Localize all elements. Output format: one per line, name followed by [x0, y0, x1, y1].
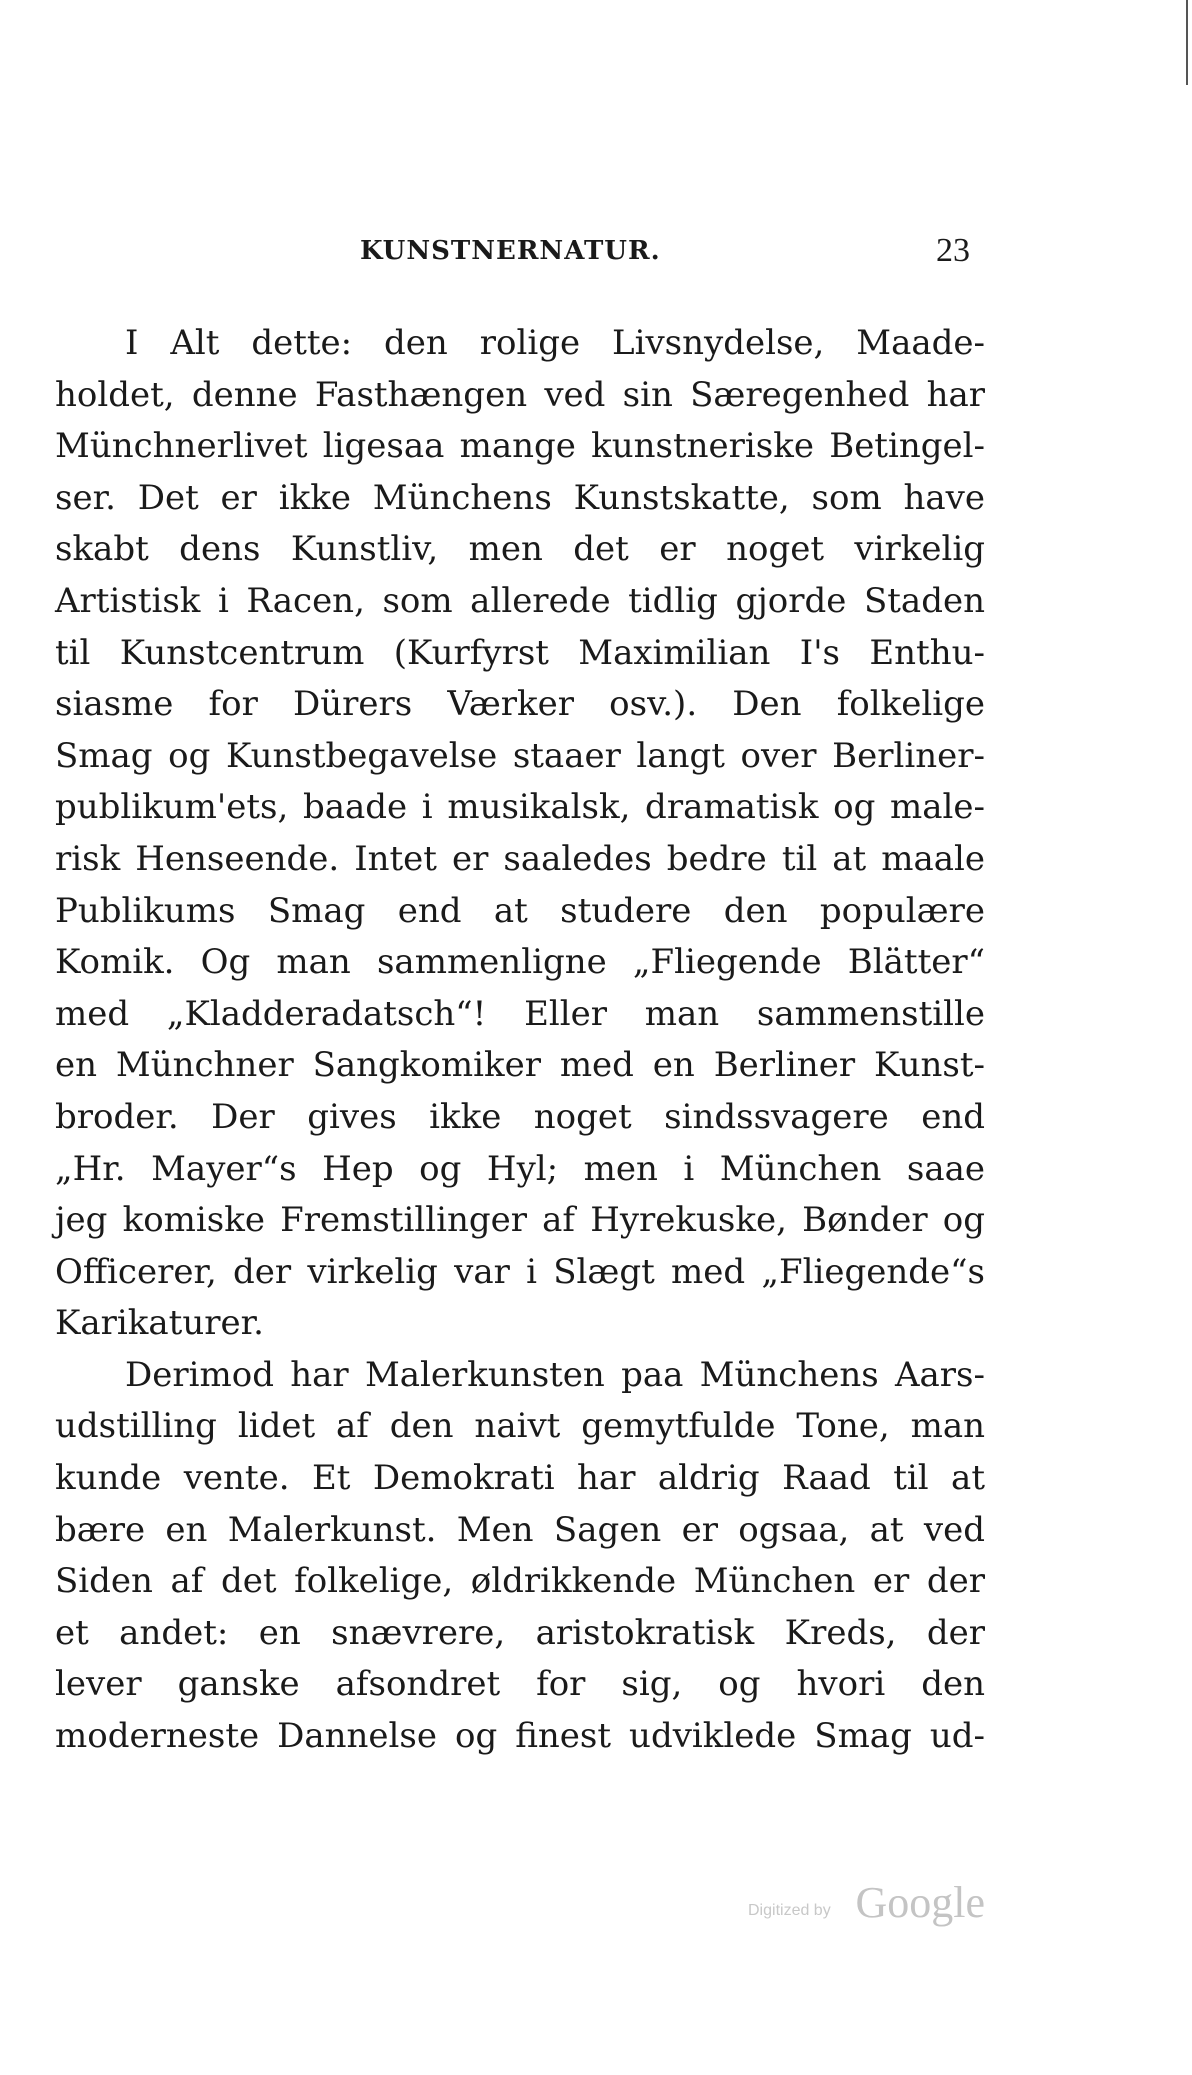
text-line: jeg komiske Fremstillinger af Hyrekuske, Bønder og [55, 1200, 985, 1241]
paragraph-1 [55, 318, 985, 1350]
text-line: et andet: en snævrere, aristokratisk Kreds, der [55, 1612, 985, 1653]
digitized-watermark [740, 1880, 985, 1930]
text-line: moderneste Dannelse og finest udviklede Smag ud- [55, 1716, 985, 1757]
text-line: Publikums Smag end at studere den populære [55, 890, 985, 931]
text-line: holdet, denne Fasthængen ved sin Særegenhed har [55, 374, 985, 415]
text-line: Artistisk i Racen, som allerede tidlig gjorde Staden [55, 580, 985, 621]
page-header [360, 232, 970, 272]
text-line: I Alt dette: den rolige Livsnydelse, Maade- [125, 323, 985, 363]
text-line: en Münchner Sangkomiker med en Berliner Kunst- [55, 1045, 985, 1086]
text-line: Officerer, der virkelig var i Slægt med „Fliegende“s [55, 1251, 985, 1292]
scan-edge-line [1186, 0, 1188, 85]
text-line: til Kunstcentrum (Kurfyrst Maximilian I's Enthu- [55, 632, 985, 673]
google-logo: Google [855, 1878, 985, 1927]
text-line: broder. Der gives ikke noget sindssvagere end [55, 1096, 985, 1137]
text-line: ser. Det er ikke Münchens Kunstskatte, som have [55, 477, 985, 518]
text-line: Karikaturer. [55, 1303, 264, 1344]
text-line: lever ganske afsondret for sig, og hvori den [55, 1664, 985, 1705]
text-line: med „Kladderadatsch“! Eller man sammenstille [55, 993, 985, 1034]
text-line: udstilling lidet af den naivt gemytfulde Tone, man [55, 1406, 985, 1447]
text-line: publikum'ets, baade i musikalsk, dramatisk og male- [55, 787, 985, 828]
text-line: skabt dens Kunstliv, men det er noget virkelig [55, 529, 985, 570]
paragraph-2 [55, 1350, 985, 1763]
running-title: KUNSTNERNATUR. [360, 236, 661, 266]
page-number: 23 [936, 232, 970, 269]
watermark-prefix: Digitized by [748, 1902, 831, 1919]
body-text [55, 318, 985, 1763]
text-line: Siden af det folkelige, øldrikkende München er der [55, 1561, 985, 1602]
text-line: Münchnerlivet ligesaa mange kunstneriske Betingel- [55, 426, 985, 467]
text-line: „Hr. Mayer“s Hep og Hyl; men i München saae [55, 1148, 985, 1189]
text-line: bære en Malerkunst. Men Sagen er ogsaa, at ved [55, 1509, 985, 1550]
text-line: Komik. Og man sammenligne „Fliegende Blätter“ [55, 942, 985, 983]
text-line: Derimod har Malerkunsten paa Münchens Aars- [125, 1354, 985, 1395]
text-line: siasme for Dürers Værker osv.). Den folkelige [55, 684, 985, 725]
text-line: risk Henseende. Intet er saaledes bedre til at maale [55, 838, 985, 879]
text-line: kunde vente. Et Demokrati har aldrig Raad til at [55, 1458, 985, 1499]
text-line: Smag og Kunstbegavelse staaer langt over Berliner- [55, 735, 985, 776]
